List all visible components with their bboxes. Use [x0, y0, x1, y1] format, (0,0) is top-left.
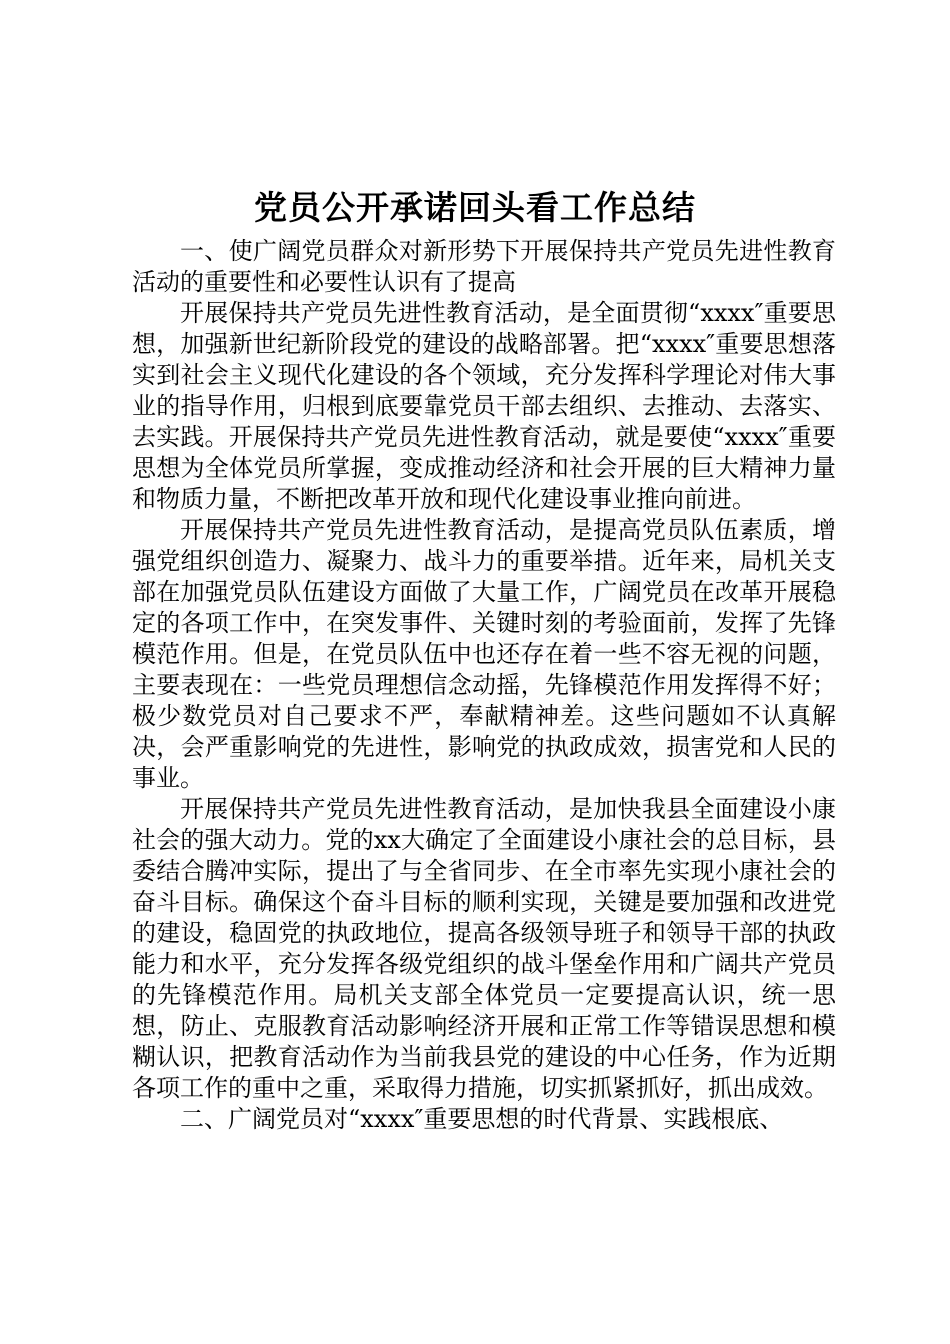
document-title: 党员公开承诺回头看工作总结	[254, 188, 696, 227]
document-body	[132, 236, 836, 1135]
section-heading-1: 一、使广阔党员群众对新形势下开展保持共产党员先进性教育活动的重要性和必要性认识有了提高	[132, 237, 836, 296]
section-heading-2: 二、广阔党员对“xxxx″重要思想的时代背景、实践根底、	[180, 1105, 784, 1133]
body-paragraph: 开展保持共产党员先进性教育活动，是提高党员队伍素质，增强党组织创造力、凝聚力、战斗力的重要举措。近年来，局机关支部在加强党员队伍建设方面做了大量工作，广阔党员在改革开展稳定的各项工作中，在突发事件、关键时刻的考验面前，发挥了先锋模范作用。但是，在党员队伍中也还存在着一些不容无视的问题，主要表现在：一些党员理想信念动摇，先锋模范作用发挥得不好；极少数党员对自己要求不严，奉献精神差。这些问题如不认真解决，会严重影响党的先进性，影响党的执政成效，损害党和人民的事业。	[132, 516, 836, 792]
body-paragraph: 开展保持共产党员先进性教育活动，是加快我县全面建设小康社会的强大动力。党的xx大确定了全面建设小康社会的总目标，县委结合腾冲实际，提出了与全省同步、在全市率先实现小康社会的奋斗目标。确保这个奋斗目标的顺利实现，关键是要加强和改进党的建设，稳固党的执政地位，提高各级领导班子和领导干部的执政能力和水平，充分发挥各级党组织的战斗堡垒作用和广阔共产党员的先锋模范作用。局机关支部全体党员一定要提高认识，统一思想，防止、克服教育活动影响经济开展和正常工作等错误思想和模糊认识，把教育活动作为当前我县党的建设的中心任务，作为近期各项工作的重中之重，采取得力措施，切实抓紧抓好，抓出成效。	[132, 795, 836, 1102]
body-paragraph: 开展保持共产党员先进性教育活动，是全面贯彻“xxxx″重要思想，加强新世纪新阶段党的建设的战略部署。把“xxxx″重要思想落实到社会主义现代化建设的各个领域，充分发挥科学理论对伟大事业的指导作用，归根到底要靠党员干部去组织、去推动、去落实、去实践。开展保持共产党员先进性教育活动，就是要使“xxxx″重要思想为全体党员所掌握，变成推动经济和社会开展的巨大精神力量和物质力量，不断把改革开放和现代化建设事业推向前进。	[132, 299, 836, 513]
